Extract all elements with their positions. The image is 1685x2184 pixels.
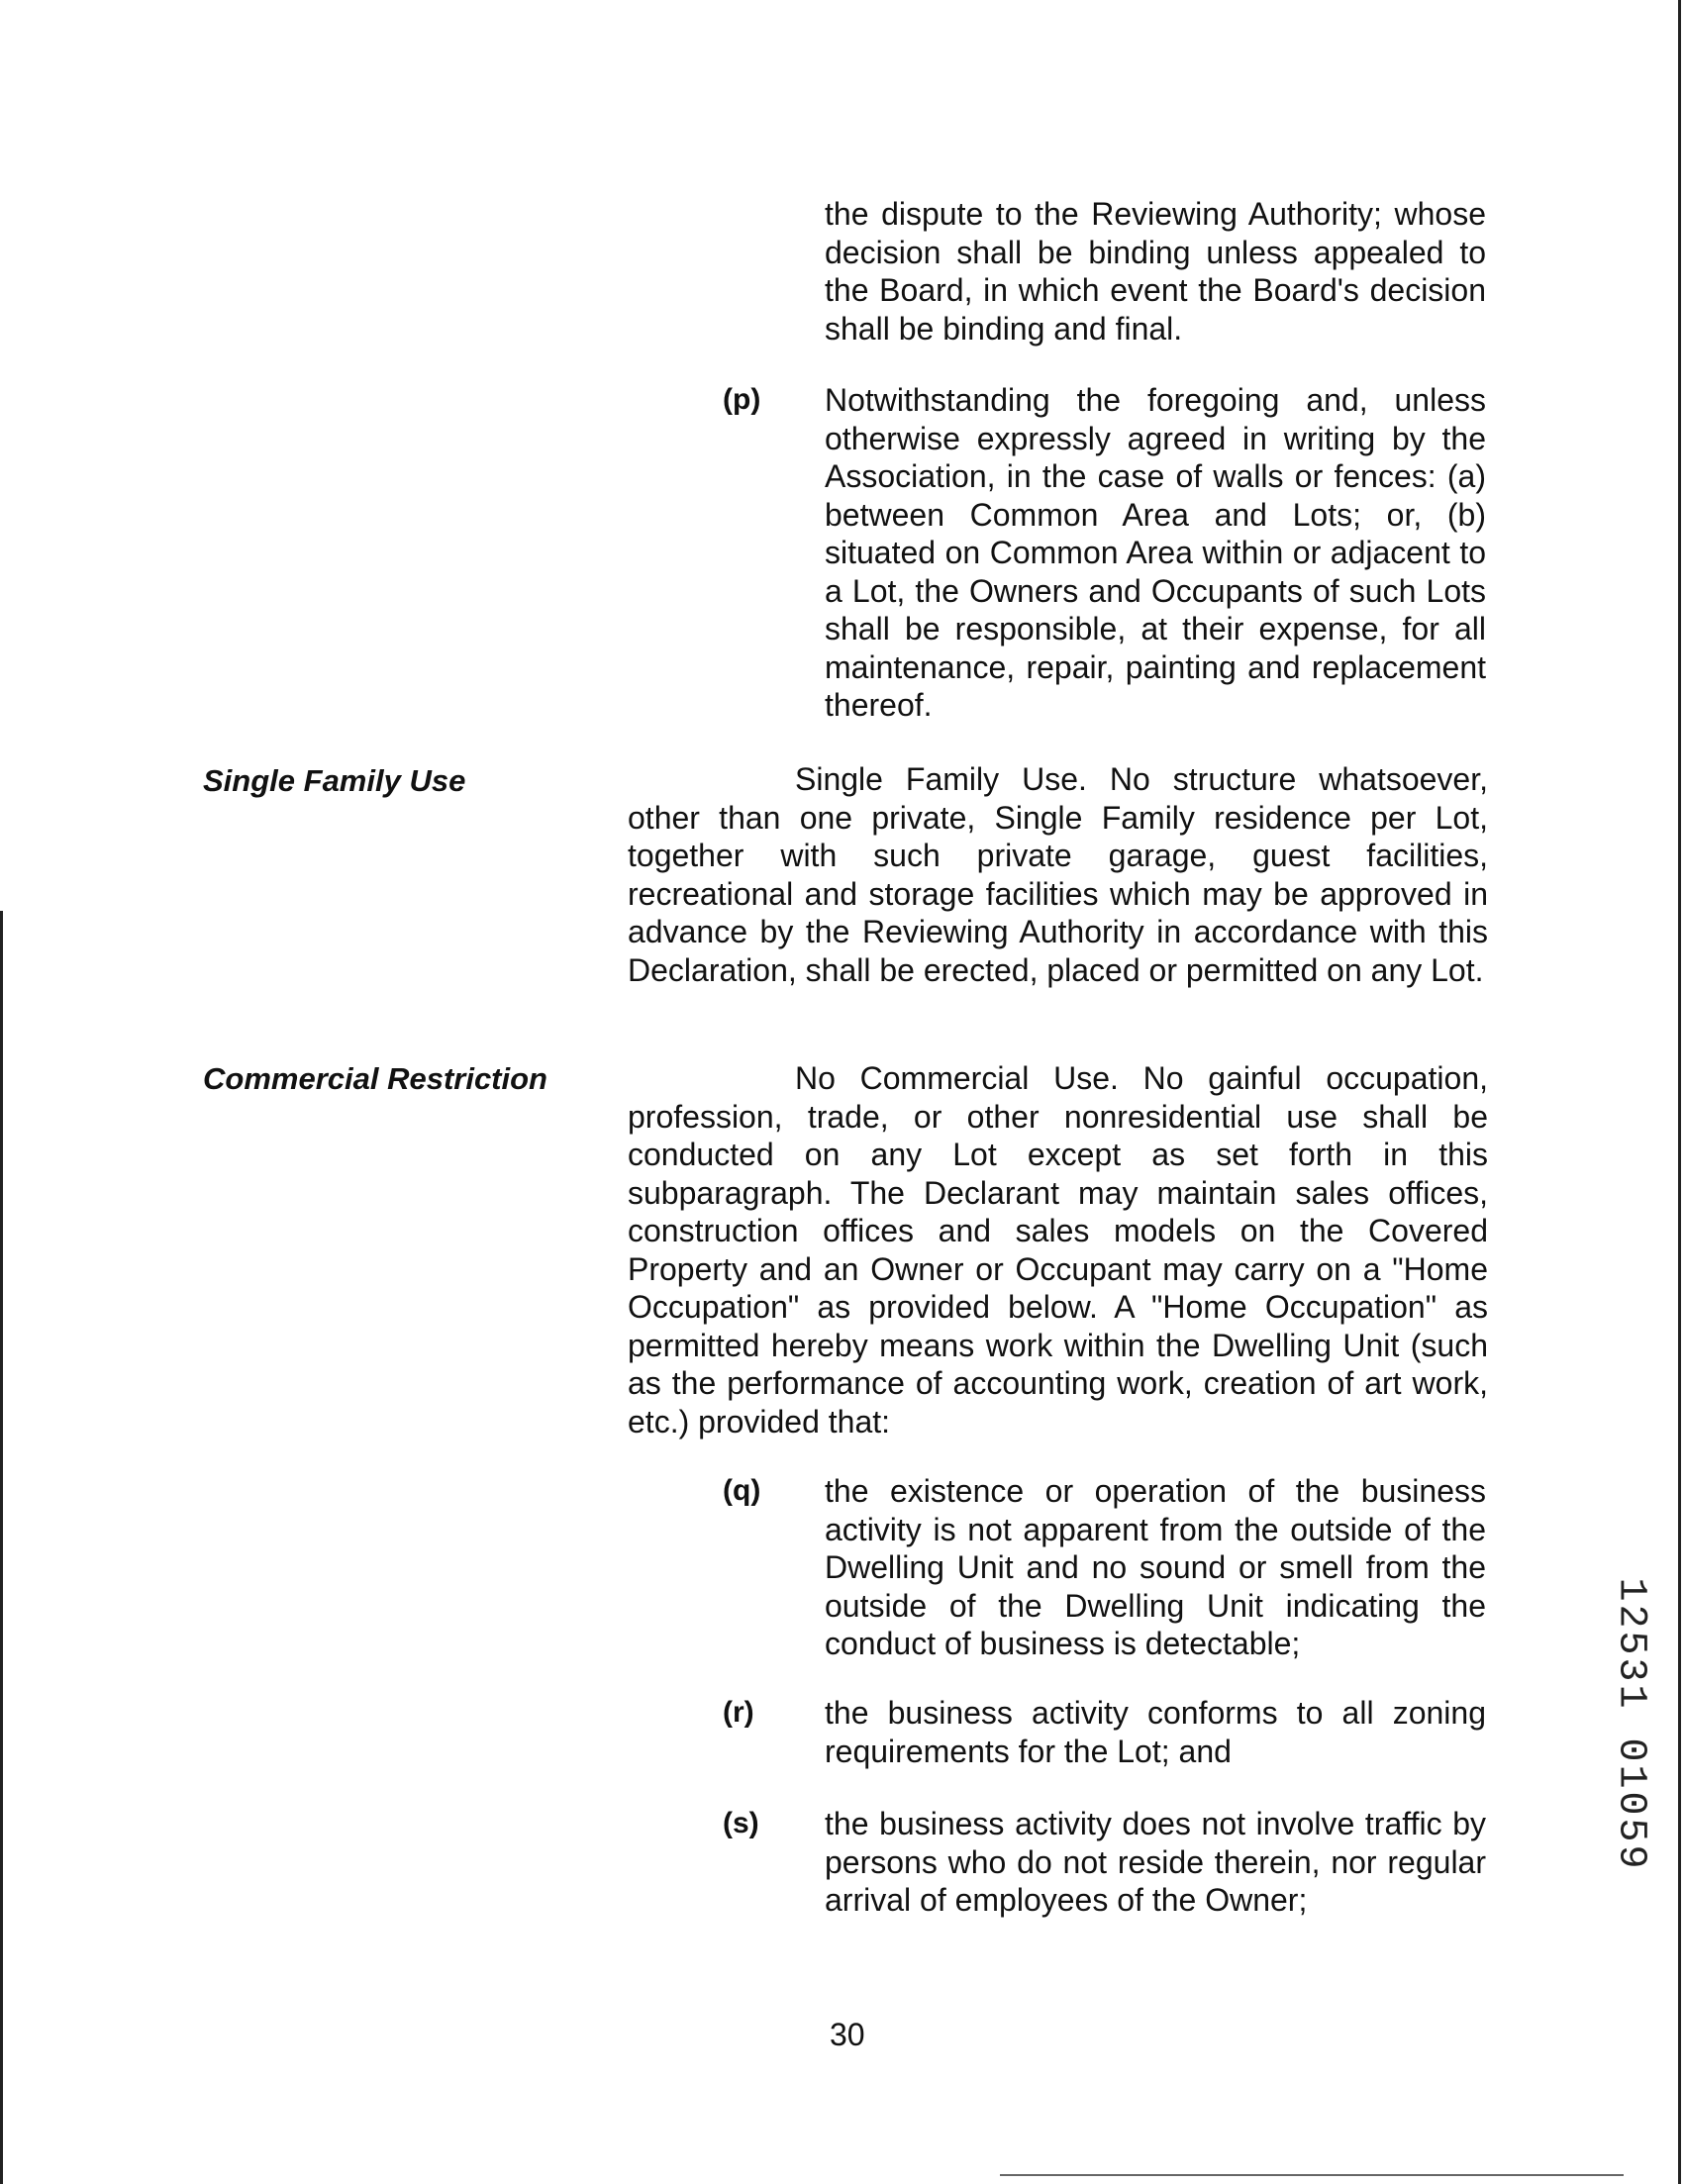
scan-edge-left <box>0 911 3 2184</box>
heading-single-family-use: Single Family Use <box>203 763 466 798</box>
item-text: Notwithstanding the foregoing and, unless otherwise expressly agreed in writing by the Association, in the case of walls or fences: (a) between Common Area and Lots; or, (b) situated on Common Area within or adjacent to a Lot, the Owners and Occupants of such Lots shall be responsible, at their expense, for all maintenance, repair, painting and replacement thereof. <box>825 382 1486 723</box>
bates-stamp-text: 12531 01059 <box>1608 1577 1653 1872</box>
commercial-restriction-paragraph: No Commercial Use. No gainful occupation, profession, trade, or other nonresidential use shall be conducted on any Lot except as set forth in this subparagraph. The Declarant may maintain sales offices, construction offices and sales models on the Covered Property and an Owner or Occupant may carry on a "Home Occupation" as provided below. A "Home Occupation" as permitted hereby means work within the Dwelling Unit (such as the performance of accounting work, creation of art work, etc.) provided that: <box>628 1060 1488 1439</box>
item-marker: (q) <box>723 1474 761 1507</box>
heading-commercial-restriction: Commercial Restriction <box>203 1061 547 1096</box>
item-text: the business activity does not involve traffic by persons who do not reside therein, nor regular arrival of employees of the Owner; <box>825 1806 1486 1918</box>
item-text: the business activity conforms to all zoning requirements for the Lot; and <box>825 1695 1486 1769</box>
scan-edge-right <box>1678 0 1681 2184</box>
page-number: 30 <box>830 2017 865 2052</box>
scan-bottom-rule <box>1000 2174 1624 2176</box>
item-text: the existence or operation of the business activity is not apparent from the outside of the Dwelling Unit and no sound or smell from the outside of the Dwelling Unit indicating the conduct of business is detectable; <box>825 1473 1486 1661</box>
item-marker: (s) <box>723 1807 759 1839</box>
item-marker: (p) <box>723 383 761 416</box>
continuation-paragraph: the dispute to the Reviewing Authority; whose decision shall be binding unless appealed to the Board, in which event the Board's decision shall be binding and final. <box>825 196 1486 347</box>
single-family-use-paragraph: Single Family Use. No structure whatsoever, other than one private, Single Family residence per Lot, together with such private garage, guest facilities, recreational and storage facilities which may be approved in advance by the Reviewing Authority in accordance with this Declaration, shall be erected, placed or permitted on any Lot. <box>628 761 1488 988</box>
bates-stamp <box>1601 1577 1660 1872</box>
item-marker: (r) <box>723 1696 754 1729</box>
